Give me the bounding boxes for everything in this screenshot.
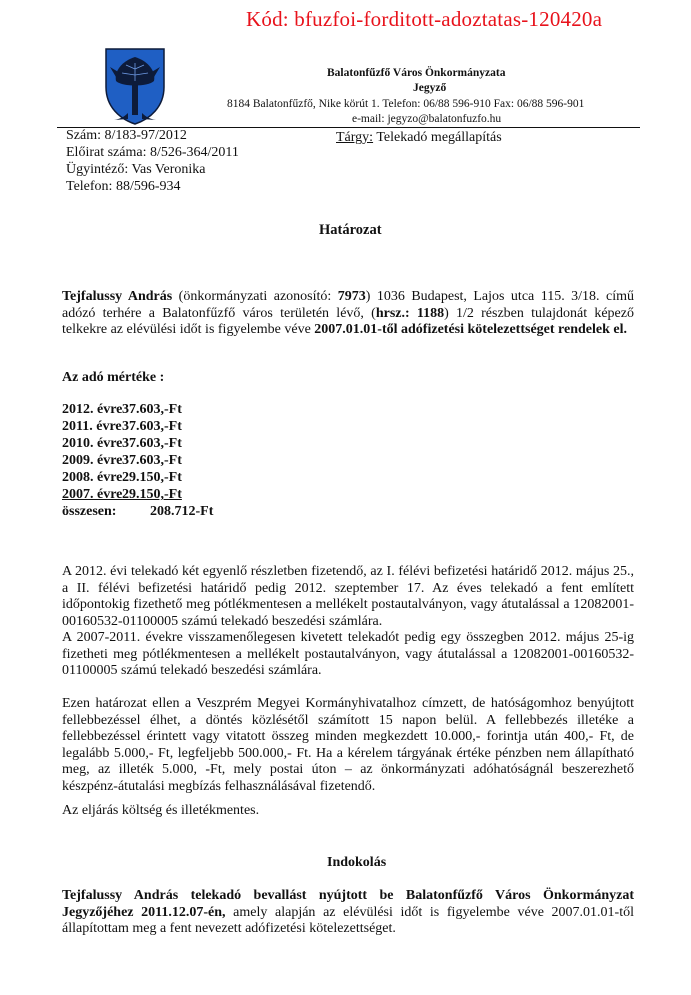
payment-paragraph: A 2012. évi telekadó két egyenlő részletben fizetendő, az I. félévi befizetési határidő 2012. május 25., a II. félévi befizetési határidő pedig 2012. szeptember 17. Az éves telekadó a fent említett időpontokig fizethető meg pótlékmentesen a mellékelt postautalványon, vagy átutalással a 12082001-00160532-01100005 számú telekadó beszedési számlára. (62, 564, 634, 629)
reasoning-paragraph (62, 888, 634, 938)
taxpayer-id: 7973 (337, 289, 366, 304)
doc-number: Szám: 8/183-97/2012 (66, 128, 187, 143)
header-email: e-mail: jegyzo@balatonfuzfo.hu (352, 113, 502, 125)
parcel-number: hrsz.: 1188 (375, 305, 445, 321)
decision-paragraph: Tejfalussy András (önkormányzati azonosító: 7973) 1036 Budapest, Lajos utca 115. 3/18. című adózó terhére a Balatonfűzfő város területén lévő, (hrsz.: 1188) 1/2 részben tulajdonát képező telkekre az elévülési időt is figyelembe véve 2007.01.01-től adófizetési kötelezettséget rendelek el. (62, 289, 634, 337)
taxpayer-name: Tejfalussy András (62, 289, 173, 304)
reasoning-rest: amely alapján az elévülési időt is figyelembe véve 2007.01.01-től állapítottam meg a fent nevezett adófizetési kötelezettséget. (62, 904, 634, 936)
subject-line (336, 129, 502, 146)
prior-number: Előirat száma: 8/526-364/2011 (66, 145, 239, 160)
header-org: Balatonfűzfő Város Önkormányzata (327, 67, 506, 79)
tax-table (62, 402, 245, 521)
appeal-paragraph: Ezen határozat ellen a Veszprém Megyei Kormányhivatalhoz címzett, de hatóságomhoz benyújtott fellebbezéssel élhet, a döntés közlésétől számított 15 napon belül. A fellebbezés illetéke a fellebbezéssel érintett vagy vitatott összeg minden megkezdett 10.000,- forintja után 400,- Ft, de legalább 5.000,- Ft, legfeljebb 500.000,- Ft. Ha a kérelem tárgyának értéke pénzben nem állapítható meg, az illeték 5.000, -Ft, mely postai úton – az önkormányzati adóhatóságnál beszerezhető készpénz-átutalási megbízás felhasználásával fizetendő. (62, 696, 634, 794)
header-office: Jegyző (413, 82, 447, 94)
municipal-crest-icon (104, 47, 166, 125)
document-code: Kód: bfuzfoi-forditott-adoztatas-120420a (246, 7, 603, 31)
header-address: 8184 Balatonfűzfő, Nike körút 1. Telefon: 06/88 596-910 Fax: 06/88 596-901 (227, 98, 585, 110)
obligation-start: 2007.01.01-től adófizetési kötelezettséget rendelek el. (314, 322, 627, 337)
tax-total-row: összesen: 208.712-Ft (62, 504, 214, 519)
subject-label: Tárgy: (336, 130, 374, 145)
tax-row: 2009. évre37.603,-Ft (62, 453, 182, 468)
tax-row: 2007. évre29.150,-Ft (62, 487, 182, 502)
tax-row: 2008. évre29.150,-Ft (62, 470, 182, 485)
clerk: Ügyintéző: Vas Veronika (66, 162, 206, 177)
reasoning-title: Indokolás (327, 855, 387, 870)
tax-row: 2011. évre37.603,-Ft (62, 419, 182, 434)
fees-paragraph: Az eljárás költség és illetékmentes. (62, 803, 260, 818)
subject-value: Telekadó megállapítás (376, 130, 502, 145)
decision-title: Határozat (319, 222, 382, 238)
tax-row: 2012. évre37.603,-Ft (62, 402, 182, 417)
reasoning-bold: Tejfalussy András telekadó bevallást nyújtott be Balatonfűzfő Város Önkormányzat Jegyzőjéhez 2011.12.07-én, (62, 888, 634, 920)
tax-row: 2010. évre37.603,-Ft (62, 436, 182, 451)
rate-heading: Az adó mértéke : (62, 370, 165, 385)
backtax-paragraph: A 2007-2011. évekre visszamenőlegesen kivetett telekadót pedig egy összegben 2012. május 25-ig fizetheti meg pótlékmentesen a mellékelt postautalványon, vagy átutalással a 12082001-00160532-01100005 számú telekadó beszedési számlára. (62, 630, 634, 678)
phone: Telefon: 88/596-934 (66, 179, 181, 194)
